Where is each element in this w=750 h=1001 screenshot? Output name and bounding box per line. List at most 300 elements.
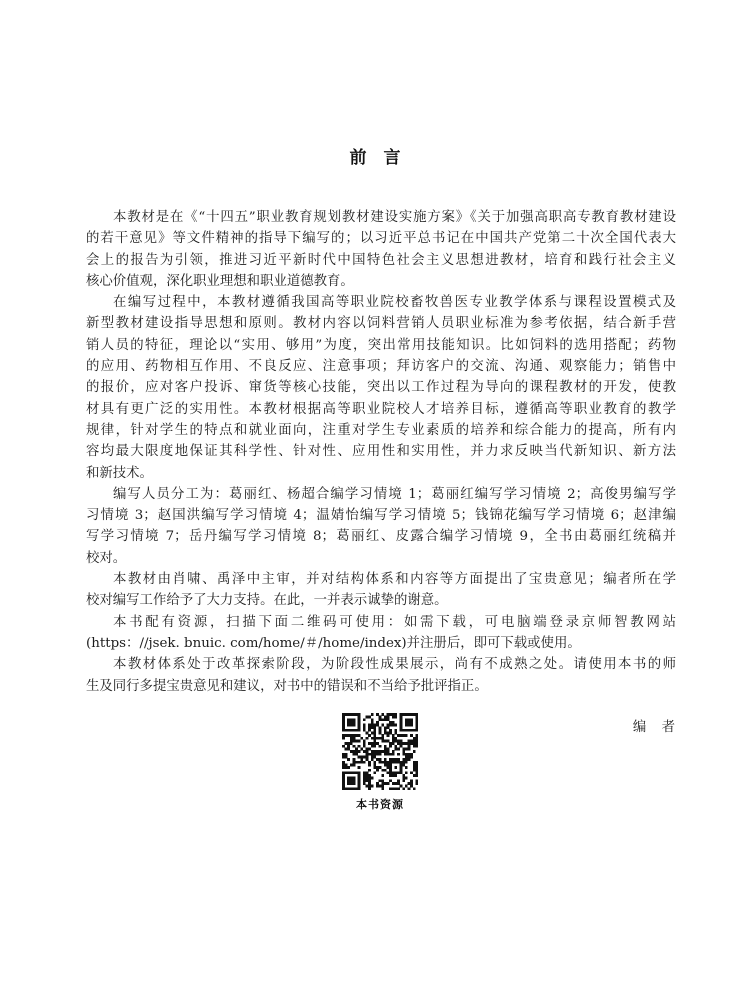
qr-module [350,777,353,780]
qr-module [355,771,358,774]
qr-module [355,761,358,764]
qr-module [371,745,374,748]
qr-module [371,742,374,745]
qr-module [373,755,376,758]
qr-module [415,782,418,785]
qr-module [358,777,361,780]
qr-module [368,774,371,777]
qr-module [347,713,350,716]
qr-module [405,742,408,745]
qr-module [410,742,413,745]
qr-module [352,771,355,774]
qr-module [405,766,408,769]
qr-module [366,771,369,774]
qr-module [376,737,379,740]
qr-module [373,761,376,764]
qr-module [360,755,363,758]
qr-module [345,734,348,737]
qr-module [400,785,403,788]
qr-module [368,734,371,737]
qr-module [342,782,345,785]
qr-module [376,785,379,788]
qr-module [345,787,348,790]
qr-module [358,779,361,782]
qr-module [389,787,392,790]
qr-module [368,763,371,766]
qr-module [410,779,413,782]
qr-module [381,734,384,737]
qr-module [408,755,411,758]
paragraph-line: 容均最大限度地保证其科学性、针对性、应用性和实用性，并力求反映当代新知识、新方法 [86,444,676,460]
qr-module [350,713,353,716]
qr-module [389,742,392,745]
qr-module [387,740,390,743]
qr-module [363,750,366,753]
qr-module [342,766,345,769]
qr-module [410,721,413,724]
qr-module [347,742,350,745]
qr-module [379,753,382,756]
qr-module [352,782,355,785]
qr-module [410,713,413,716]
qr-module [347,787,350,790]
qr-module [363,742,366,745]
qr-module [389,766,392,769]
qr-module [408,740,411,743]
qr-module [413,729,416,732]
qr-module [413,761,416,764]
qr-module [373,734,376,737]
qr-module [366,737,369,740]
qr-module [368,753,371,756]
qr-code [342,713,418,790]
qr-module [366,777,369,780]
qr-module [394,758,397,761]
qr-module [371,718,374,721]
qr-module [408,745,411,748]
qr-module [389,769,392,772]
qr-module [379,737,382,740]
qr-module [355,734,358,737]
paragraph-line: 校对。 [86,550,127,566]
qr-module [413,769,416,772]
qr-module [400,713,403,716]
qr-module [381,718,384,721]
qr-module [402,734,405,737]
qr-module [355,750,358,753]
qr-module [350,742,353,745]
qr-module [358,726,361,729]
qr-module [397,740,400,743]
qr-module [345,713,348,716]
qr-module [345,755,348,758]
qr-module [381,787,384,790]
qr-module [397,782,400,785]
qr-module [392,758,395,761]
qr-module [402,748,405,751]
qr-module [345,753,348,756]
qr-module [352,761,355,764]
qr-module [389,721,392,724]
qr-module [408,758,411,761]
qr-module [394,782,397,785]
qr-module [366,779,369,782]
qr-module [415,761,418,764]
qr-module [376,742,379,745]
qr-module [400,763,403,766]
qr-module [381,785,384,788]
qr-module [402,753,405,756]
qr-module [342,777,345,780]
qr-module [387,724,390,727]
qr-module [376,782,379,785]
qr-module [413,713,416,716]
qr-module [371,750,374,753]
qr-module [352,787,355,790]
qr-module [342,755,345,758]
qr-module [342,761,345,764]
qr-module [394,787,397,790]
qr-module [389,779,392,782]
qr-module [405,724,408,727]
qr-module [358,718,361,721]
qr-module [366,716,369,719]
qr-module [368,726,371,729]
qr-module [384,758,387,761]
qr-module [392,721,395,724]
qr-module [376,721,379,724]
qr-module [387,726,390,729]
qr-module [397,787,400,790]
paragraph-line: 习情境 3；赵国洪编写学习情境 4；温婧怡编写学习情境 5；钱锦花编写学习情境 6；赵津编 [86,508,676,524]
qr-module [368,724,371,727]
qr-module [379,745,382,748]
qr-module [350,737,353,740]
qr-module [384,726,387,729]
qr-module [384,740,387,743]
qr-module [381,779,384,782]
qr-module [384,729,387,732]
qr-module [410,753,413,756]
qr-module [342,726,345,729]
qr-module [415,737,418,740]
qr-module [350,779,353,782]
qr-module [342,779,345,782]
qr-module [387,771,390,774]
qr-module [400,724,403,727]
qr-module [371,737,374,740]
paragraph-line: 的报价，应对客户投诉、窜货等核心技能，突出以工作过程为导向的课程教材的开发，使教 [86,380,676,396]
qr-module [384,769,387,772]
qr-module [405,758,408,761]
qr-module [358,782,361,785]
qr-module [368,782,371,785]
qr-module [387,748,390,751]
qr-module [368,777,371,780]
qr-module [345,763,348,766]
qr-module [368,761,371,764]
qr-module [394,766,397,769]
qr-module [342,785,345,788]
qr-module [410,718,413,721]
qr-module [360,761,363,764]
qr-module [350,729,353,732]
qr-module [384,748,387,751]
paragraph-line: 会上的报告为引领，推进习近平新时代中国特色社会主义思想进教材，培育和践行社会主义 [86,252,676,268]
qr-module [400,734,403,737]
qr-module [342,734,345,737]
qr-module [345,729,348,732]
qr-module [363,779,366,782]
qr-module [397,771,400,774]
qr-module [415,740,418,743]
qr-module [381,769,384,772]
qr-module [368,787,371,790]
qr-module [394,748,397,751]
qr-module [392,742,395,745]
qr-code-image [342,713,418,790]
qr-module [389,763,392,766]
qr-module [347,758,350,761]
qr-module [347,724,350,727]
qr-module [394,771,397,774]
qr-module [358,734,361,737]
qr-module [415,721,418,724]
qr-module [392,782,395,785]
qr-module [366,748,369,751]
qr-module [352,724,355,727]
qr-module [342,729,345,732]
qr-module [381,737,384,740]
qr-module [363,729,366,732]
qr-module [376,753,379,756]
qr-module [392,724,395,727]
qr-module [347,748,350,751]
qr-module [368,785,371,788]
qr-module [373,724,376,727]
qr-module [415,763,418,766]
qr-module [352,777,355,780]
qr-module [394,729,397,732]
qr-module [373,732,376,735]
qr-module [384,750,387,753]
qr-module [402,774,405,777]
qr-module [379,716,382,719]
qr-module [371,724,374,727]
paragraph-line: 的若干意见》等文件精神的指导下编写的；以习近平总书记在中国共产党第二十次全国代表大 [86,231,676,247]
qr-module [363,745,366,748]
qr-module [394,737,397,740]
qr-module [355,787,358,790]
qr-module [408,713,411,716]
qr-module [400,721,403,724]
qr-module [389,745,392,748]
qr-module [350,724,353,727]
qr-module [402,777,405,780]
qr-module [410,782,413,785]
qr-module [394,713,397,716]
qr-module [387,761,390,764]
qr-module [394,724,397,727]
qr-module [379,729,382,732]
qr-module [397,753,400,756]
qr-module [410,785,413,788]
qr-module [352,721,355,724]
qr-module [376,769,379,772]
qr-module [389,771,392,774]
qr-module [355,729,358,732]
qr-module [342,718,345,721]
qr-module [415,769,418,772]
qr-module [373,737,376,740]
qr-module [405,718,408,721]
qr-module [371,713,374,716]
page-title: 前 言 [349,148,401,168]
qr-module [415,716,418,719]
qr-module [387,713,390,716]
qr-module [373,763,376,766]
qr-module [345,766,348,769]
qr-module [392,753,395,756]
qr-module [358,729,361,732]
qr-module [392,771,395,774]
qr-module [363,761,366,764]
qr-module [366,750,369,753]
qr-module [347,766,350,769]
qr-module [384,763,387,766]
qr-module [379,726,382,729]
qr-module [389,774,392,777]
qr-module [408,721,411,724]
qr-module [363,774,366,777]
qr-module [394,716,397,719]
qr-module [415,713,418,716]
qr-module [400,718,403,721]
qr-module [384,716,387,719]
qr-module [371,732,374,735]
qr-module [350,718,353,721]
qr-module [376,750,379,753]
paragraph-line: 本教材由肖啸、禹泽中主审，并对结构体系和内容等方面提出了宝贵意见；编者所在学 [113,572,676,588]
qr-module [342,724,345,727]
qr-module [400,745,403,748]
qr-module [358,766,361,769]
qr-module [352,737,355,740]
paragraph-line: (https：//jsek. bnuic. com/home/＃/home/index)并注册后，即可下载或使用。 [86,635,581,651]
paragraph-intro [86,207,676,292]
qr-module [381,713,384,716]
qr-module [342,771,345,774]
qr-module [366,753,369,756]
qr-module [373,740,376,743]
qr-module [371,777,374,780]
paragraph-resources [86,612,676,655]
qr-module [405,713,408,716]
qr-module [352,750,355,753]
qr-module [342,745,345,748]
qr-module [394,761,397,764]
qr-module [415,771,418,774]
qr-module [379,785,382,788]
qr-module [384,782,387,785]
paragraph-line: 校对编写工作给予了大力支持。在此，一并表示诚挚的谢意。 [86,593,448,609]
qr-module [363,755,366,758]
qr-module [408,753,411,756]
paragraph-line: 编写人员分工为：葛丽红、杨超合编学习情境 1；葛丽红编写学习情境 2；高俊男编写学 [113,486,676,502]
qr-module [376,724,379,727]
qr-module [379,718,382,721]
qr-module [358,716,361,719]
qr-module [350,750,353,753]
qr-module [368,729,371,732]
qr-module [402,787,405,790]
qr-module [358,785,361,788]
qr-module [387,750,390,753]
paragraph-writing-process [86,292,676,484]
qr-module [368,748,371,751]
qr-module [405,771,408,774]
qr-module [408,724,411,727]
qr-module [342,774,345,777]
qr-module [352,740,355,743]
qr-module [350,740,353,743]
qr-module [347,777,350,780]
qr-module [381,724,384,727]
qr-module [415,729,418,732]
qr-module [410,755,413,758]
qr-module [392,713,395,716]
qr-module [387,732,390,735]
qr-module [402,779,405,782]
paragraph-line: 在编写过程中，本教材遵循我国高等职业院校畜牧兽医专业教学体系与课程设置模式及 [113,295,676,311]
qr-module [381,740,384,743]
qr-module [408,782,411,785]
qr-module [413,745,416,748]
qr-module [410,740,413,743]
qr-module [400,771,403,774]
qr-module [366,785,369,788]
qr-module [397,758,400,761]
qr-module [413,750,416,753]
qr-module [397,742,400,745]
qr-module [381,774,384,777]
qr-module [368,742,371,745]
qr-module [405,753,408,756]
qr-module [392,737,395,740]
qr-module [389,724,392,727]
qr-module [373,771,376,774]
qr-module [350,782,353,785]
qr-module [384,718,387,721]
qr-module [413,787,416,790]
qr-module [413,742,416,745]
qr-module [392,761,395,764]
qr-module [402,761,405,764]
qr-module [400,761,403,764]
qr-module [366,774,369,777]
paragraph-line: 和新技术。 [86,465,153,481]
qr-module [347,734,350,737]
qr-module [384,732,387,735]
qr-module [345,742,348,745]
qr-module [371,721,374,724]
qr-module [384,745,387,748]
paragraph-line: 写学习情境 7；岳丹编写学习情境 8；葛丽红、皮露合编学习情境 9，全书由葛丽红统稿并 [86,529,676,545]
qr-module [342,737,345,740]
paragraph-line: 本教材体系处于改革探索阶段，为阶段性成果展示，尚有不成熟之处。请使用本书的师 [113,657,676,673]
qr-module [363,740,366,743]
qr-module [400,716,403,719]
